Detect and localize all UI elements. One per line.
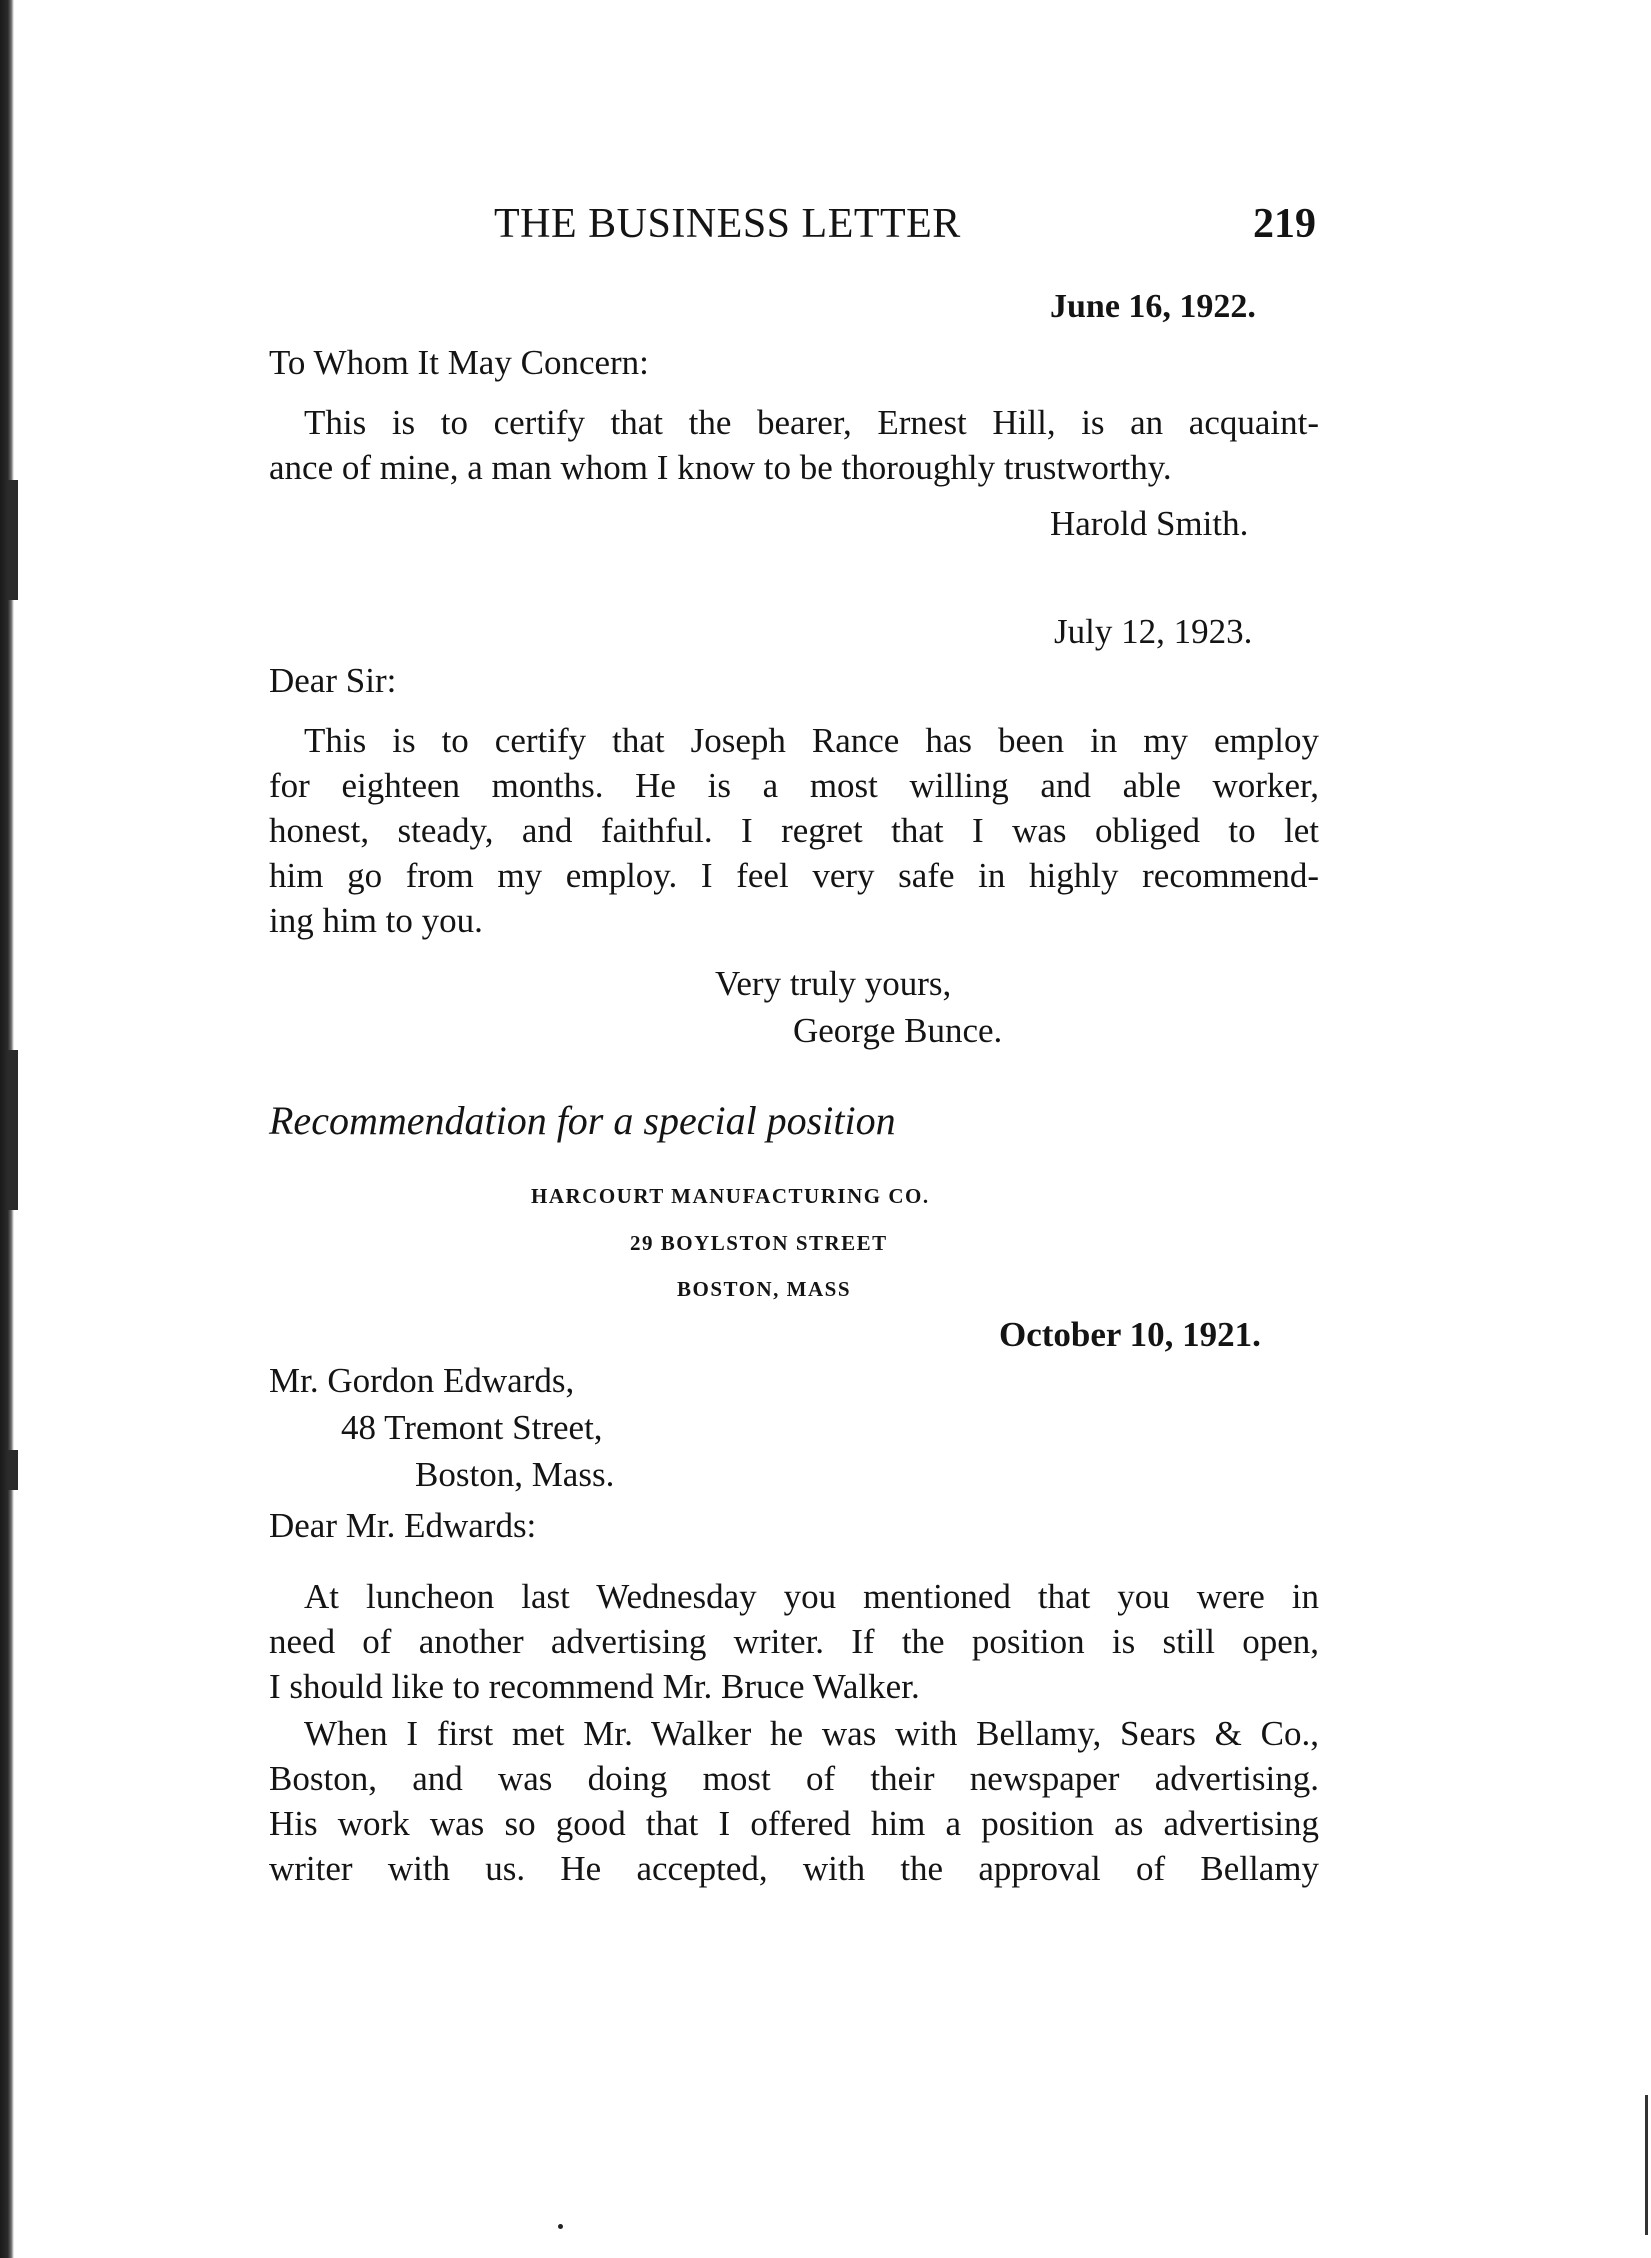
letter1-body	[269, 400, 1319, 490]
letter1-salutation: To Whom It May Concern:	[269, 343, 649, 382]
body-line: When I first met Mr. Walker he was with Bellamy, Sears & Co.,	[304, 1714, 1319, 1753]
letter2-date: July 12, 1923.	[1054, 612, 1253, 651]
letter1-signature: Harold Smith.	[1050, 504, 1249, 543]
body-line: writer with us. He accepted, with the approval of Bellamy	[269, 1849, 1319, 1888]
body-line: honest, steady, and faithful. I regret that I was obliged to let	[269, 811, 1319, 850]
letter3-salutation: Dear Mr. Edwards:	[269, 1506, 537, 1545]
letter2-salutation: Dear Sir:	[269, 661, 397, 700]
body-line: His work was so good that I offered him a position as advertising	[269, 1804, 1319, 1843]
body-line: This is to certify that Joseph Rance has been in my employ	[304, 721, 1319, 760]
body-line: ance of mine, a man whom I know to be thoroughly trustworthy.	[269, 448, 1172, 487]
letterhead-street: 29 BOYLSTON STREET	[630, 1231, 888, 1255]
letter1-date: June 16, 1922.	[1050, 288, 1256, 325]
body-line: him go from my employ. I feel very safe in highly recommend-	[269, 856, 1319, 895]
letter3-date: October 10, 1921.	[999, 1315, 1261, 1354]
letter2-signature: George Bunce.	[793, 1011, 1003, 1050]
body-line: This is to certify that the bearer, Ernest Hill, is an acquaint-	[304, 403, 1319, 442]
body-line: ing him to you.	[269, 901, 483, 940]
recipient-street: 48 Tremont Street,	[341, 1408, 603, 1447]
letterhead-company: HARCOURT MANUFACTURING CO.	[531, 1184, 930, 1208]
binding-mark	[8, 1050, 18, 1210]
letter2-body	[269, 718, 1319, 943]
body-line: I should like to recommend Mr. Bruce Walker.	[269, 1667, 920, 1706]
speck	[558, 2224, 563, 2229]
binding-mark	[8, 1450, 18, 1490]
running-header-title: THE BUSINESS LETTER	[494, 201, 961, 247]
page-number: 219	[1253, 201, 1316, 247]
letter3-paragraph-1	[269, 1574, 1319, 1709]
recipient-name: Mr. Gordon Edwards,	[269, 1361, 575, 1400]
body-line: Boston, and was doing most of their newspaper advertising.	[269, 1759, 1319, 1798]
body-line: At luncheon last Wednesday you mentioned that you were in	[304, 1577, 1319, 1616]
body-line: for eighteen months. He is a most willing and able worker,	[269, 766, 1319, 805]
letterhead-city: BOSTON, MASS	[677, 1277, 851, 1301]
recipient-city: Boston, Mass.	[415, 1455, 615, 1494]
letter3-paragraph-2	[269, 1711, 1319, 1891]
page-binding-edge	[0, 0, 14, 2258]
letter2-closing: Very truly yours,	[715, 964, 952, 1003]
binding-mark	[8, 480, 18, 600]
page-edge-mark	[1645, 2095, 1648, 2235]
body-line: need of another advertising writer. If the position is still open,	[269, 1622, 1319, 1661]
section-heading: Recommendation for a special position	[269, 1098, 896, 1143]
